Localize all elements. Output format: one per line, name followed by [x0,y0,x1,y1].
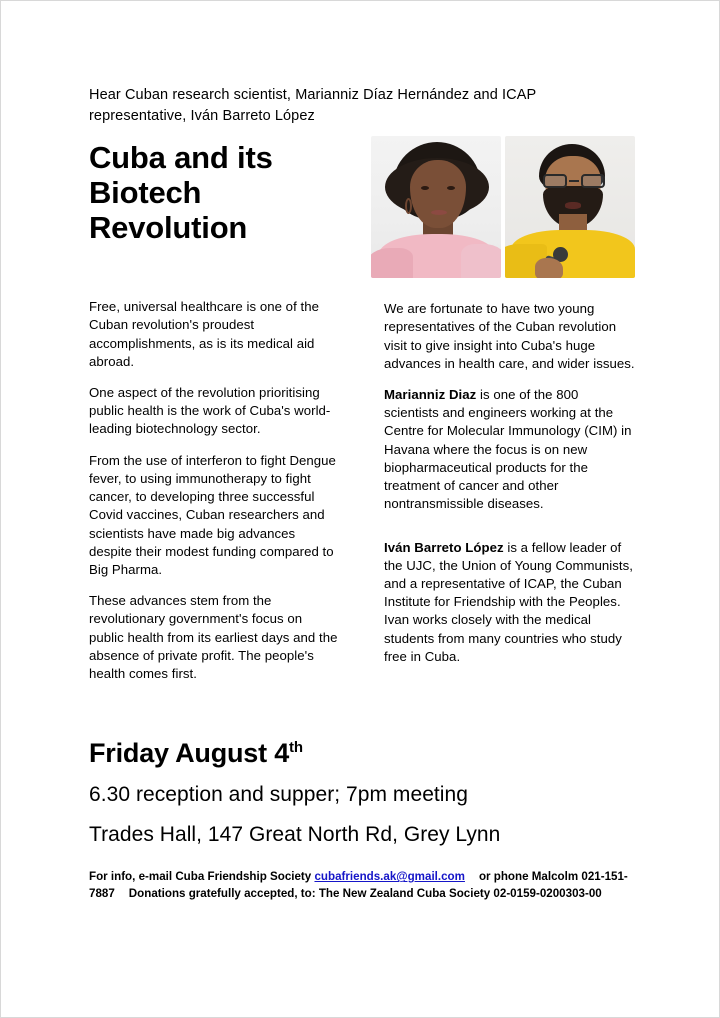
page-title: Cuba and its Biotech Revolution [89,140,273,246]
speaker-name: Iván Barreto López [384,539,504,555]
paragraph: One aspect of the revolution prioritising public health is the work of Cuba's world-leading biotechnology sector. [89,385,331,437]
intro-line: Hear Cuban research scientist, Marianniz Díaz Hernández and ICAP representative, Iván Barreto López [89,87,536,124]
event-date [89,738,635,769]
bio-ivan [384,539,635,667]
face-shape [410,160,466,228]
bio-marianniz [384,386,635,514]
footer-donations: Donations gratefully accepted, to: The New Zealand Cuba Society 02-0159-0200303-00 [128,887,602,901]
paragraph-text: We are fortunate to have two young representatives of the Cuban revolution visit to give insight into Cuba's huge advances in health care, and wider issues. [384,301,635,371]
event-date-text: Friday August 4 [89,738,290,769]
event-venue: Trades Hall, 147 Great North Rd, Grey Lynn [89,823,501,847]
shoulder-right [461,244,501,278]
footer-contact [89,869,635,903]
ivan-barreto-portrait [505,136,635,278]
spacer [384,527,635,539]
body-columns [89,298,635,696]
bio-text: is a fellow leader of the UJC, the Union of Young Communists, and a representative of ICAP, the Cuban Institute for Friendship with the Peoples. Ivan works closely with the medical students from many countries who study free in Cuba. [384,539,633,664]
paragraph: From the use of interferon to fight Dengue fever, to using immunotherapy to fight cancer, to developing three successful Covid vaccines, Cuban researchers and scientists have made big advances despite their modest funding compared to Big Pharma. [89,452,336,577]
footer-after-email: or phone Malcolm 021-151-7887 [89,870,628,901]
glasses-icon [543,174,605,188]
email-link[interactable]: cubafriends.ak@gmail.com [314,870,465,884]
paragraph: These advances stem from the revolutionary government's focus on public health from its earliest days and the absence of private profit. The people's health comes first. [89,593,338,682]
right-column [384,298,635,696]
poster-content [89,85,635,903]
mouth-shape [565,202,581,209]
marianniz-diaz-portrait [371,136,501,278]
event-date-suffix: th [289,739,303,757]
event-schedule: 6.30 reception and supper; 7pm meeting [89,783,468,807]
speaker-name: Marianniz Diaz [384,387,477,403]
hero-section [89,136,635,284]
paragraph [384,300,635,373]
left-column [89,298,340,696]
bio-text: is one of the 800 scientists and engineers working at the Centre for Molecular Immunology (CIM) in Havana where the focus is on new biopharmaceutical products for the treatment of cancer and other nontransmissible diseases. [384,387,632,512]
shoulder-left [371,248,413,278]
footer-before-email: For info, e-mail Cuba Friendship Society [89,870,315,884]
hand-shape [535,258,563,278]
paragraph: Free, universal healthcare is one of the Cuban revolution's proudest accomplishments, as is its medical aid abroad. [89,299,319,369]
speaker-photos [371,136,635,278]
event-details [89,738,635,847]
